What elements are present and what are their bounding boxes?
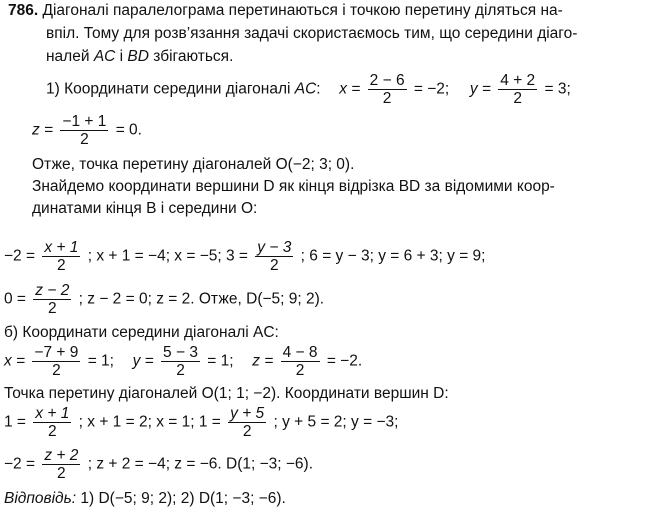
- part1-x-den: 2: [382, 90, 392, 107]
- part1-x-num: 2 − 6: [369, 72, 405, 89]
- part2-eq1-rhs: ; y + 5 = 2; y = −3;: [273, 413, 399, 431]
- part2-eq1-frac: [33, 405, 71, 440]
- part1-eq2-den: 2: [48, 300, 57, 317]
- part2-x-rhs: = 1;: [87, 352, 114, 370]
- part1-x-frac: [368, 72, 407, 107]
- task-number: 786.: [8, 2, 39, 19]
- intro-bd: BD: [127, 48, 149, 65]
- part1-eq2-rhs: ; z − 2 = 0; z = 2. Отже, D(−5; 9; 2).: [78, 290, 325, 308]
- part2-y-lhs: y =: [132, 352, 154, 370]
- part1-eq2-num: z − 2: [35, 282, 70, 299]
- part2-eq1-num2: y + 5: [230, 405, 265, 422]
- part2-eq2-num: z + 2: [44, 447, 79, 464]
- part2-y-num: 5 − 3: [163, 344, 198, 361]
- part1-z-den: 2: [80, 131, 89, 148]
- part2-x-den: 2: [52, 362, 61, 379]
- intro-text-3c: збігаються.: [148, 48, 234, 65]
- part1-eq1-lhs: −2 =: [4, 247, 36, 265]
- part1-y-rhs: = 3;: [544, 80, 571, 98]
- part1-y-lhs: y =: [469, 80, 491, 98]
- part1-z-rhs: = 0.: [115, 121, 142, 139]
- part1-eq2-line: [4, 282, 324, 317]
- intro-text-1: Діагоналі паралелограма перетинаються і точкою перетину діляться на-: [42, 2, 563, 19]
- part1-eq1-frac: [42, 239, 80, 274]
- part2-eq1-den: 2: [48, 423, 57, 440]
- part2-z-lhs: z =: [252, 352, 274, 370]
- part2-z-den: 2: [295, 362, 305, 379]
- part1-z-lhs: z =: [32, 121, 54, 139]
- part1-eq1-num: x + 1: [44, 239, 79, 256]
- answer-label: Відповідь:: [4, 490, 77, 507]
- part1-x-rhs: = −2;: [413, 80, 450, 98]
- answer-text: 1) D(−5; 9; 2); 2) D(1; −3; −6).: [76, 490, 286, 507]
- part1-eq1-line: [4, 239, 485, 274]
- part2-eq1-frac2: [228, 405, 266, 440]
- part1-eq1-den: 2: [57, 257, 66, 274]
- part2-z-frac: [281, 344, 320, 379]
- part1-colon: :: [316, 80, 321, 98]
- part2-midpoint-line: [4, 344, 362, 379]
- intro-text-3b: і: [115, 48, 128, 65]
- part2-eq1-mid: ; x + 1 = 2; x = 1; 1 =: [78, 413, 221, 431]
- part1-diag: AC: [294, 80, 317, 98]
- part1-z-line: [32, 113, 142, 148]
- part2-eq1-line: [4, 405, 398, 440]
- intro-text-2: впіл. Тому для розв’язання задачі скористаємось тим, що середини діаго-: [46, 25, 578, 42]
- part1-y-frac: [498, 72, 537, 107]
- part1-y-den: 2: [513, 90, 523, 107]
- part1-eq2-frac: [33, 282, 71, 317]
- part2-eq1-den2: 2: [242, 423, 252, 440]
- task-line-1: [8, 2, 563, 20]
- part2-y-rhs: = 1;: [207, 352, 234, 370]
- part2-eq1-num: x + 1: [35, 405, 70, 422]
- part1-eq2-lhs: 0 =: [4, 290, 26, 308]
- intro-ac: AC: [93, 48, 116, 65]
- part2-eq2-rhs: ; z + 2 = −4; z = −6. D(1; −3; −6).: [87, 455, 314, 473]
- part2-y-den: 2: [176, 362, 185, 379]
- part2-eq1-lhs: 1 =: [4, 413, 26, 431]
- answer-line: [4, 490, 286, 508]
- part1-eq1-rhs: ; 6 = y − 3; y = 6 + 3; y = 9;: [300, 247, 486, 265]
- intro-text-3a: налей: [46, 48, 94, 65]
- part1-y-num: 4 + 2: [500, 72, 536, 89]
- part1-conclusion: Отже, точка перетину діагоналей O(−2; 3; 0).: [32, 156, 355, 173]
- part1-eq1-den2: 2: [270, 257, 279, 274]
- part1-z-num: −1 + 1: [62, 113, 107, 130]
- part2-z-num: 4 − 8: [282, 344, 318, 361]
- part1-head: 1) Координати середини діагоналі: [46, 80, 295, 98]
- part1-midpoint-line: [46, 72, 571, 107]
- part2-y-frac: [161, 344, 200, 379]
- part2-head: б) Координати середини діагоналі AC:: [4, 324, 279, 341]
- part2-eq2-line: [4, 447, 313, 482]
- part1-eq1-mid: ; x + 1 = −4; x = −5; 3 =: [87, 247, 248, 265]
- part2-eq2-frac: [42, 447, 80, 482]
- part1-x-lhs: x =: [339, 80, 361, 98]
- part2-x-frac: [32, 344, 80, 379]
- part1-find-line-2: динатами кінця B і середини O:: [32, 200, 258, 217]
- part2-z-rhs: = −2.: [326, 352, 363, 370]
- part2-x-lhs: x =: [4, 352, 26, 370]
- part2-eq2-den: 2: [57, 465, 66, 482]
- part1-find-line-1: Знайдемо координати вершини D як кінця відрізка BD за відомими коор-: [32, 178, 555, 195]
- part1-z-frac: [60, 113, 108, 148]
- part1-eq1-num2: y − 3: [257, 239, 292, 256]
- task-line-3: [46, 48, 233, 66]
- part2-eq2-lhs: −2 =: [4, 455, 36, 473]
- part2-x-num: −7 + 9: [34, 344, 79, 361]
- part2-conclusion: Точка перетину діагоналей O(1; 1; −2). Координати вершин D:: [4, 385, 449, 402]
- part1-eq1-frac2: [255, 239, 293, 274]
